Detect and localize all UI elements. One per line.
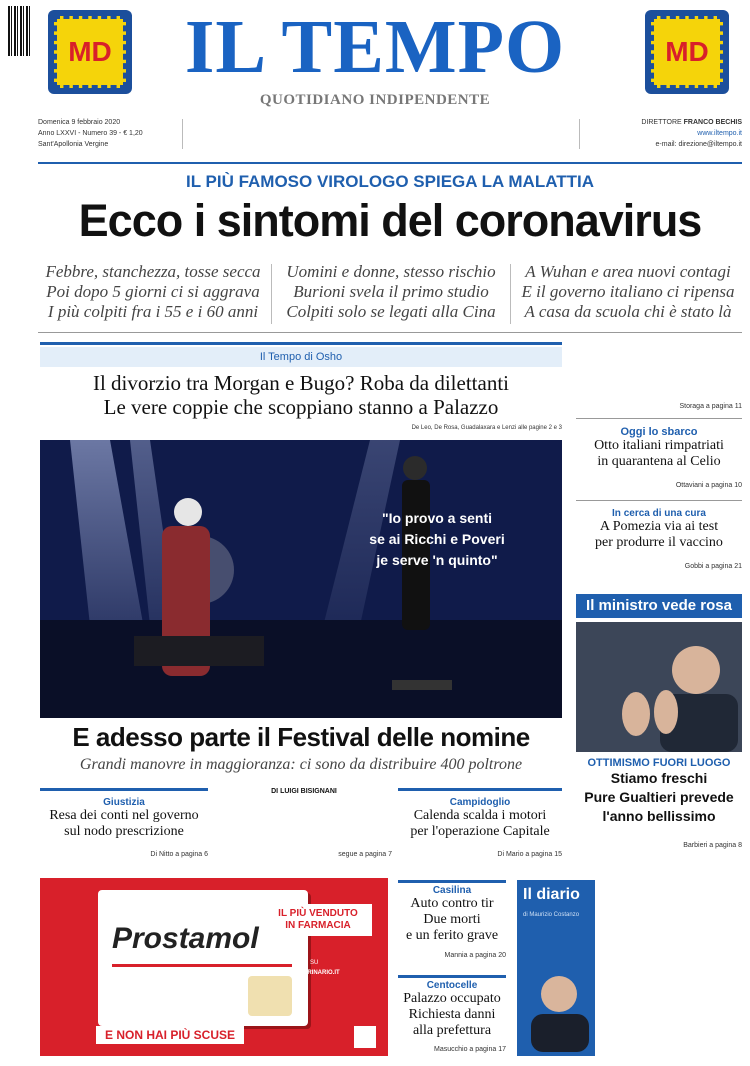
lead-sub1-line1: Febbre, stanchezza, tosse secca [45,262,261,281]
osho-byline: De Leo, De Rosa, Guadalaxara e Lenzi alle pagine 2 e 3 [411,425,562,431]
gualtieri-photo-art [576,622,742,752]
centocelle-kicker: Centocelle [426,980,478,991]
bisignani-ref: segue a pagina 7 [338,851,392,858]
gualtieri-photo[interactable] [576,622,742,752]
osho-title-line2[interactable]: Le vere coppie che scoppiano stanno a Palazzo [103,395,499,419]
cura-kicker: In cerca di una cura [612,508,706,519]
oggi-box [576,426,742,470]
prostamol-ad[interactable] [40,878,388,1056]
ottimismo-ref: Barbieri a pagina 8 [683,842,742,849]
campidoglio-ref: Di Mario a pagina 15 [497,851,562,858]
prostamol-badge [264,904,372,936]
sanremo-quote-line3: je serve 'n quinto" [376,552,498,568]
diario-text [600,880,742,1054]
sanremo-photo[interactable] [40,440,562,718]
lead-bottom-rule [38,332,742,333]
bisignani-byline: DI LUIGI BISIGNANI [271,788,337,795]
festival-subtitle: Grandi manovre in maggioranza: ci sono da distribuire 400 poltrone [79,756,523,773]
casilina-ref: Mannia a pagina 20 [444,952,506,959]
osho-kicker-bar [40,347,562,367]
diario-box[interactable] [517,880,595,1056]
director-name: FRANCO BECHIS [683,119,742,126]
giustizia-ref: Di Nitto a pagina 6 [150,851,208,858]
cura-box [576,508,742,551]
header-date-block [38,117,188,150]
cura-title-line2[interactable]: per produrre il vaccino [595,535,723,550]
lead-sep1 [271,264,272,324]
sanremo-photo-art [40,440,562,718]
festival-title[interactable]: E adesso parte il Festival delle nomine [72,722,530,752]
prostamol-pack-stripe [112,964,292,967]
right-rule-2 [576,500,742,501]
prostamol-brand: Prostamol [112,922,259,955]
right-brief-text [576,342,742,396]
email-link[interactable]: e-mail: direzione@iltempo.it [655,141,742,148]
prostamol-badge-line2: IN FARMACIA [285,920,351,931]
ottimismo-title-line3[interactable]: l'anno bellissimo [602,808,716,824]
casilina-title-line3[interactable]: e un ferito grave [405,928,499,943]
prostamol-cta-line1: SCOPRI DI PIÙ SU [266,960,319,966]
casilina-title-line2[interactable]: Due morti [423,912,481,927]
md-logo-left[interactable] [48,10,132,94]
lead-title[interactable]: Ecco i sintomi del coronavirus [78,195,702,246]
lead-sub-col1 [38,262,268,322]
bisignani-text [216,799,392,841]
header-director-block [592,117,742,150]
website-link[interactable]: www.iltempo.it [697,130,742,137]
centocelle-title-line3[interactable]: alla prefettura [412,1023,492,1038]
director-line [592,117,742,128]
md-logo-left-text: MD [54,16,126,88]
barcode [8,6,32,56]
prostamol-badge-line1: IL PIÙ VENDUTO [278,908,358,919]
md-logo-right[interactable] [645,10,729,94]
header-saint: Sant'Apollonia Vergine [38,141,109,148]
right-rule-1 [576,418,742,419]
ottimismo-kicker: OTTIMISMO FUORI LUOGO [587,757,731,769]
lead-sub1-line2: Poi dopo 5 giorni ci si aggrava [46,282,260,301]
lead-sub-col3 [512,262,744,322]
ottimismo-title-line1[interactable]: Stiamo freschi [610,770,708,786]
md-logo-right-text: MD [651,16,723,88]
centocelle-title-line1[interactable]: Palazzo occupato [403,991,501,1006]
header-issue: Anno LXXVI - Numero 39 - € 1,20 [38,130,143,137]
masthead[interactable]: IL TEMPO [184,5,566,89]
oggi-title-line1[interactable]: Otto italiani rimpatriati [594,438,724,453]
giustizia-kicker: Giustizia [103,797,145,808]
osho-box [40,342,562,438]
sanremo-quote [332,508,542,571]
tagline: QUOTIDIANO INDIPENDENTE [259,92,491,108]
diario-title: Il diario [523,886,580,903]
osho-title-line1[interactable]: Il divorzio tra Morgan e Bugo? Roba da dilettanti [92,371,509,395]
osho-kicker: Il Tempo di Osho [259,351,343,363]
centocelle-ref: Masucchio a pagina 17 [434,1046,506,1053]
diario-author: di Maurizio Costanzo [523,912,580,918]
lead-sub2-line3: Colpiti solo se legati alla Cina [286,302,496,321]
director-label: DIRETTORE [641,119,682,126]
lead-kicker: IL PIÙ FAMOSO VIROLOGO SPIEGA LA MALATTIA [185,172,594,191]
lead-sub3-line2: E il governo italiano ci ripensa [521,282,735,301]
lead-sub2-line2: Burioni svela il primo studio [293,282,489,301]
ottimismo-title-line2[interactable]: Pure Gualtieri prevede [584,789,734,805]
giustizia-title-line2[interactable]: sul nodo prescrizione [64,824,184,839]
prostamol-pack-image [248,976,292,1016]
campidoglio-kicker: Campidoglio [449,797,511,808]
oggi-title-line2[interactable]: in quarantena al Celio [597,454,721,469]
lead-sub1-line3: I più colpiti fra i 55 e i 60 anni [47,302,259,321]
cura-title-line1[interactable]: A Pomezia via ai test [599,519,719,534]
prostamol-cta-line2[interactable]: BENESSEREURINARIO.IT [266,970,340,976]
campidoglio-title-line2[interactable]: per l'operazione Capitale [410,824,550,839]
casilina-title-line1[interactable]: Auto contro tir [410,896,494,911]
sanremo-quote-line1: "Io provo a senti [381,510,493,526]
menarini-logo [354,1026,376,1048]
ministro-banner: Il ministro vede rosa [576,594,742,618]
lead-sub2-line1: Uomini e donne, stesso rischio [286,262,496,281]
prostamol-cta [266,958,376,978]
campidoglio-title-line1[interactable]: Calenda scalda i motori [413,808,547,823]
header-date: Domenica 9 febbraio 2020 [38,119,121,126]
sanremo-quote-line2: se ai Ricchi e Poveri [369,531,505,547]
costanzo-portrait [523,964,589,1052]
lead-sub3-line3: A casa da scuola chi è stato là [524,302,732,321]
header-rule [38,162,742,164]
casilina-kicker: Casilina [432,885,472,896]
oggi-ref: Ottaviani a pagina 10 [675,482,742,489]
centocelle-title-line2[interactable]: Richiesta danni [408,1007,496,1022]
prostamol-slogan: E NON HAI PIÙ SCUSE [96,1026,244,1044]
centocelle-box [398,975,506,1057]
lead-sep2 [510,264,511,324]
lead-sub-col2 [275,262,507,322]
header-imprint [182,119,580,149]
cura-ref: Gobbi a pagina 21 [684,563,742,570]
lead-sub3-line1: A Wuhan e area nuovi contagi [525,262,731,281]
oggi-kicker: Oggi lo sbarco [620,426,698,438]
giustizia-title-line1[interactable]: Resa dei conti nel governo [49,808,199,823]
ottimismo-box [576,757,742,826]
right-brief-ref: Storaga a pagina 11 [679,403,742,410]
